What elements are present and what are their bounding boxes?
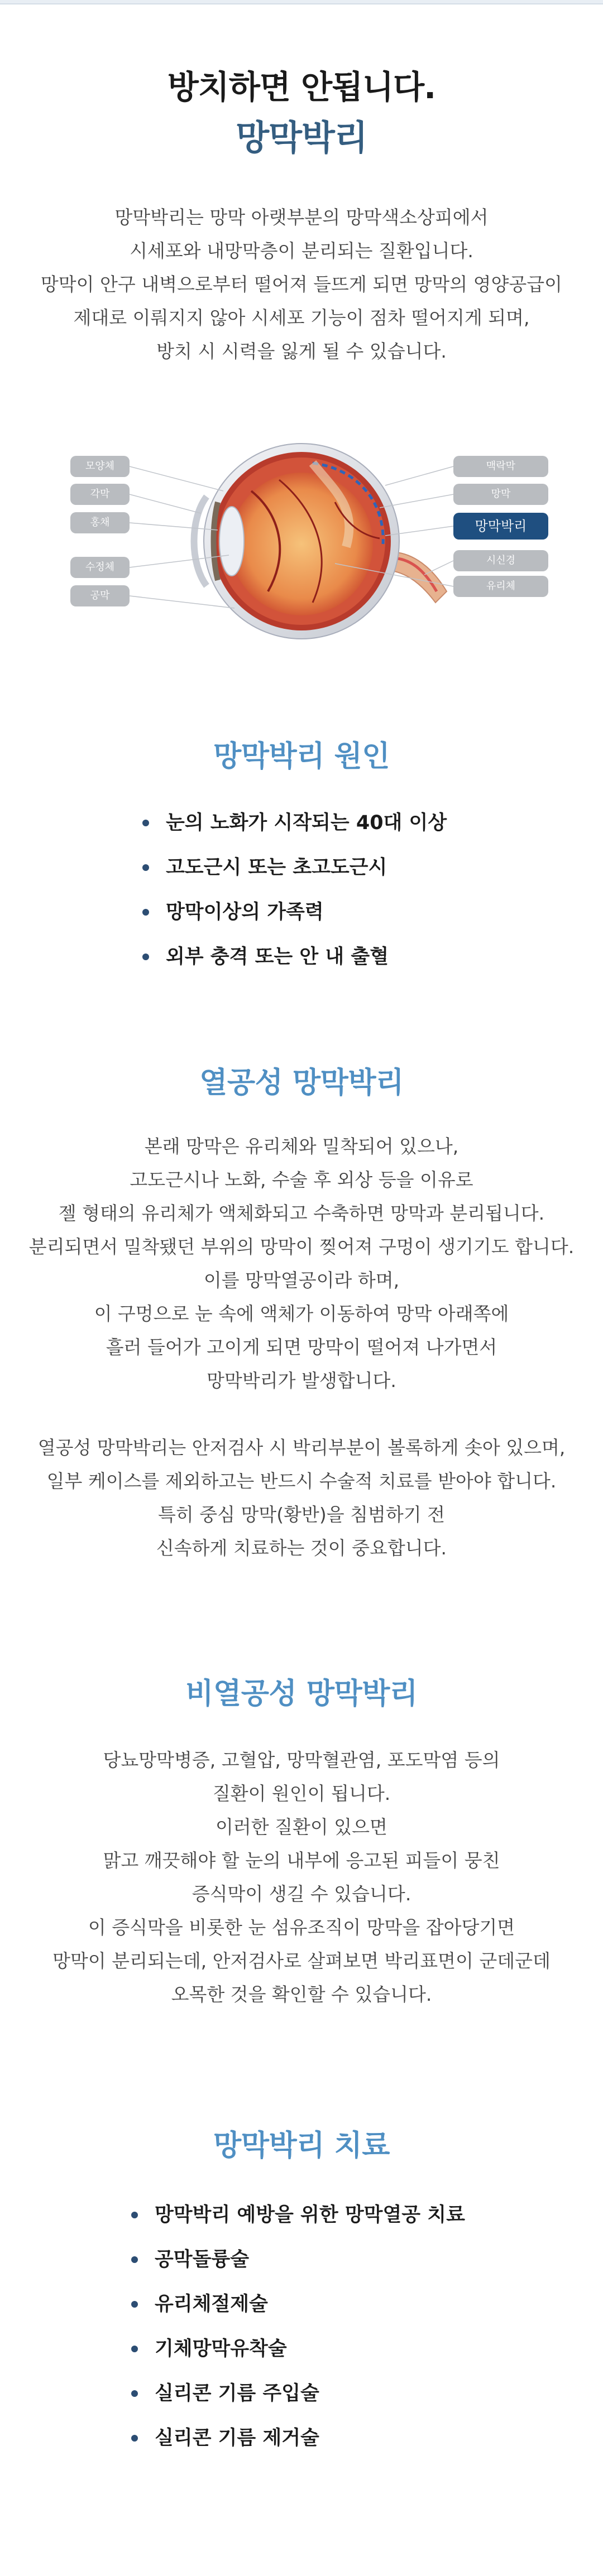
list-item: 고도근시 또는 초고도근시 [137,845,447,890]
paragraph-line: 망막이 분리되는데, 안저검사로 살펴보면 박리표면이 군데군데 [52,1950,551,1972]
list-item: 실리콘 기름 제거술 [126,2416,465,2461]
paragraph-line: 이러한 질환이 있으면 [216,1816,387,1838]
causes-title: 망막박리 원인 [213,740,390,773]
intro-line: 망막이 안구 내벽으로부터 떨어져 들뜨게 되면 망막의 영양공급이 [40,273,563,295]
paragraph-line: 신속하게 치료하는 것이 중요합니다. [156,1537,447,1559]
rhegmatogenous-paragraph-2 [0,1431,603,1565]
bullet-icon [131,2256,138,2263]
list-item: 눈의 노화가 시작되는 40대 이상 [137,801,447,845]
label-optic-nerve: 시신경 [453,550,548,571]
paragraph-line: 분리되면서 밀착됐던 부위의 망막이 찢어져 구멍이 생기기도 합니다. [28,1236,575,1258]
top-divider [0,0,603,4]
paragraph-line: 망막박리가 발생합니다. [207,1370,396,1391]
causes-list [137,801,447,979]
label-cornea: 각막 [70,484,130,505]
label-retina: 망막 [453,484,548,505]
label-retinal-detachment: 망막박리 [453,513,548,540]
label-lens: 수정체 [70,557,130,578]
paragraph-line: 특히 중심 망막(황반)을 침범하기 전 [158,1504,445,1525]
list-item: 망막박리 예방을 위한 망막열공 치료 [126,2193,465,2237]
paragraph-line: 이를 망막열공이라 하며, [203,1269,400,1291]
paragraph-line: 당뇨망막병증, 고혈압, 망막혈관염, 포도막염 등의 [103,1749,500,1771]
bullet-icon [131,2212,138,2218]
list-item: 공막돌륭술 [126,2237,465,2282]
list-item: 외부 충격 또는 안 내 출혈 [137,935,447,979]
intro-line: 방치 시 시력을 잃게 될 수 있습니다. [156,340,447,362]
paragraph-line: 증식막이 생길 수 있습니다. [192,1883,411,1905]
treatment-title: 망막박리 치료 [213,2129,390,2163]
paragraph-line: 일부 케이스를 제외하고는 반드시 수술적 치료를 받아야 합니다. [46,1470,557,1492]
label-vitreous: 유리체 [453,576,548,597]
bullet-icon [131,2301,138,2308]
bullet-icon [131,2435,138,2442]
intro-paragraph [0,201,603,368]
bullet-icon [142,864,149,871]
paragraph-line: 본래 망막은 유리체와 밀착되어 있으나, [144,1135,459,1157]
paragraph-line: 고도근시나 노화, 수술 후 외상 등을 이유로 [130,1169,473,1191]
label-choroid: 맥락막 [453,456,548,477]
intro-line: 시세포와 내망막층이 분리되는 질환입니다. [130,240,473,262]
bullet-icon [142,954,149,960]
page-subtitle: 망막박리 [236,117,367,158]
rhegmatogenous-title: 열공성 망막박리 [199,1066,404,1100]
bullet-icon [131,2346,138,2352]
paragraph-line: 젤 형태의 유리체가 액체화되고 수축하면 망막과 분리됩니다. [58,1202,545,1224]
list-item: 유리체절제술 [126,2282,465,2327]
paragraph-line: 질환이 원인이 됩니다. [212,1783,391,1804]
non-rhegmatogenous-paragraph [0,1744,603,2011]
list-item: 실리콘 기름 주입술 [126,2371,465,2416]
intro-line: 제대로 이뤄지지 않아 시세포 기능이 점차 떨어지게 되며, [73,307,530,329]
bullet-icon [142,909,149,916]
paragraph-line: 오목한 것을 확인할 수 있습니다. [171,1983,432,2005]
label-ciliary-body: 모양체 [70,456,130,477]
rhegmatogenous-paragraph-1 [0,1130,603,1398]
bullet-icon [131,2390,138,2397]
paragraph-line: 맑고 깨끗해야 할 눈의 내부에 응고된 피들이 뭉친 [103,1850,500,1871]
list-item: 망막이상의 가족력 [137,890,447,935]
paragraph-line: 이 증식막을 비롯한 눈 섬유조직이 망막을 잡아당기면 [88,1917,515,1938]
list-item: 기체망막유착술 [126,2327,465,2371]
label-iris: 홍채 [70,512,130,533]
treatment-list [126,2193,465,2461]
bullet-icon [142,820,149,826]
paragraph-line: 이 구멍으로 눈 속에 액체가 이동하여 망막 아래쪽에 [94,1303,509,1325]
label-sclera: 공막 [70,585,130,606]
paragraph-line: 열공성 망막박리는 안저검사 시 박리부분이 볼록하게 솟아 있으며, [37,1437,566,1458]
intro-line: 망막박리는 망막 아랫부분의 망막색소상피에서 [114,206,489,228]
paragraph-line: 흘러 들어가 고이게 되면 망막이 떨어져 나가면서 [106,1336,497,1358]
eye-anatomy-diagram [0,424,603,647]
non-rhegmatogenous-title: 비열공성 망막박리 [185,1677,418,1711]
page-title: 방치하면 안됩니다. [167,68,436,106]
